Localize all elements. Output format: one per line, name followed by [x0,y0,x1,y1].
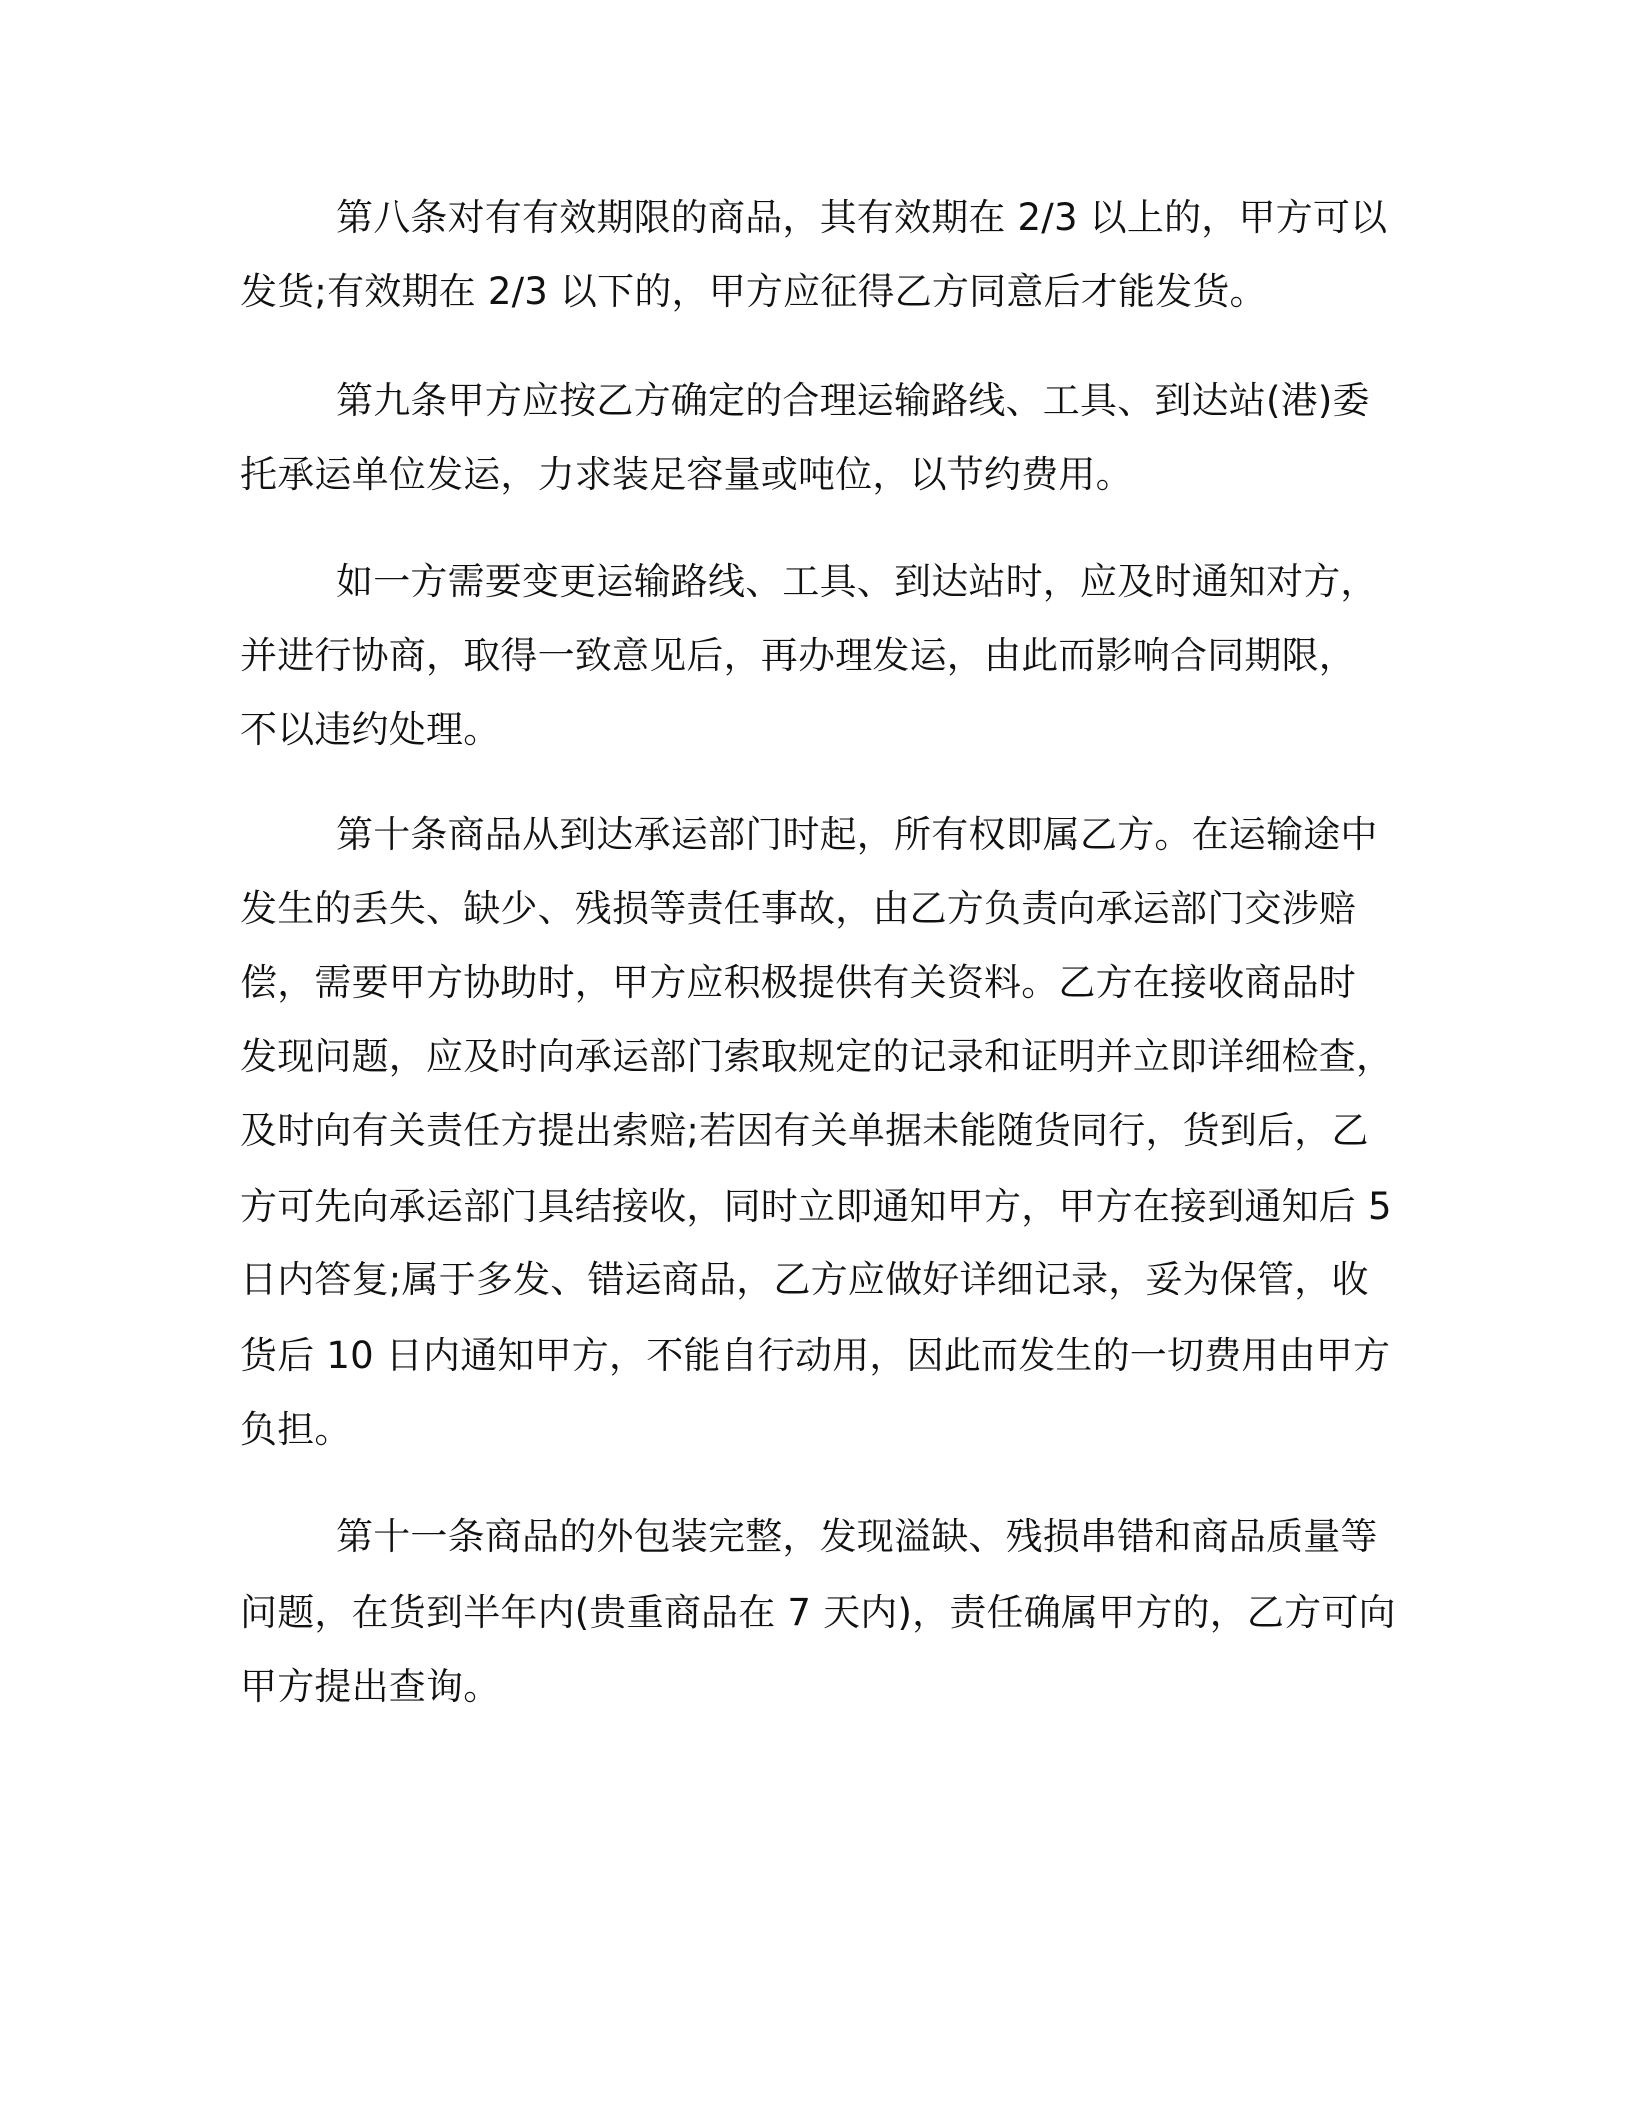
text-line: 偿，需要甲方协助时，甲方应积极提供有关资料。乙方在接收商品时 [240,961,1356,1004]
text-line: 发生的丢失、缺少、残损等责任事故，由乙方负责向承运部门交涉赔 [240,887,1356,930]
text-line: 第八条对有有效期限的商品，其有效期在 2/3 以上的，甲方可以 [336,196,1388,239]
text-line: 第十条商品从到达承运部门时起，所有权即属乙方。在运输途中 [336,813,1378,856]
text-line: 不以违约处理。 [240,708,501,751]
text-line: 方可先向承运部门具结接收，同时立即通知甲方，甲方在接到通知后 5 [240,1185,1392,1228]
text-line: 第十一条商品的外包装完整，发现溢缺、残损串错和商品质量等 [336,1515,1378,1558]
text-line: 第九条甲方应按乙方确定的合理运输路线、工具、到达站(港)委 [336,379,1370,422]
text-line: 并进行协商，取得一致意见后，再办理发运，由此而影响合同期限， [240,634,1356,677]
text-line: 货后 10 日内通知甲方，不能自行动用，因此而发生的一切费用由甲方 [240,1334,1391,1377]
text-line: 及时向有关责任方提出索赔;若因有关单据未能随货同行，货到后，乙 [240,1109,1369,1152]
text-line: 托承运单位发运，力求装足容量或吨位，以节约费用。 [240,453,1133,496]
text-line: 负担。 [240,1408,352,1451]
text-line: 日内答复;属于多发、错运商品，乙方应做好详细记录，妥为保管，收 [240,1258,1369,1301]
text-line: 甲方提出查询。 [240,1665,501,1708]
text-line: 发现问题，应及时向承运部门索取规定的记录和证明并立即详细检查， [240,1035,1394,1078]
text-line: 发货;有效期在 2/3 以下的，甲方应征得乙方同意后才能发货。 [240,270,1267,313]
text-line: 如一方需要变更运输路线、工具、到达站时，应及时通知对方， [336,560,1378,603]
text-line: 问题，在货到半年内(贵重商品在 7 天内)，责任确属甲方的，乙方可向 [240,1591,1396,1634]
